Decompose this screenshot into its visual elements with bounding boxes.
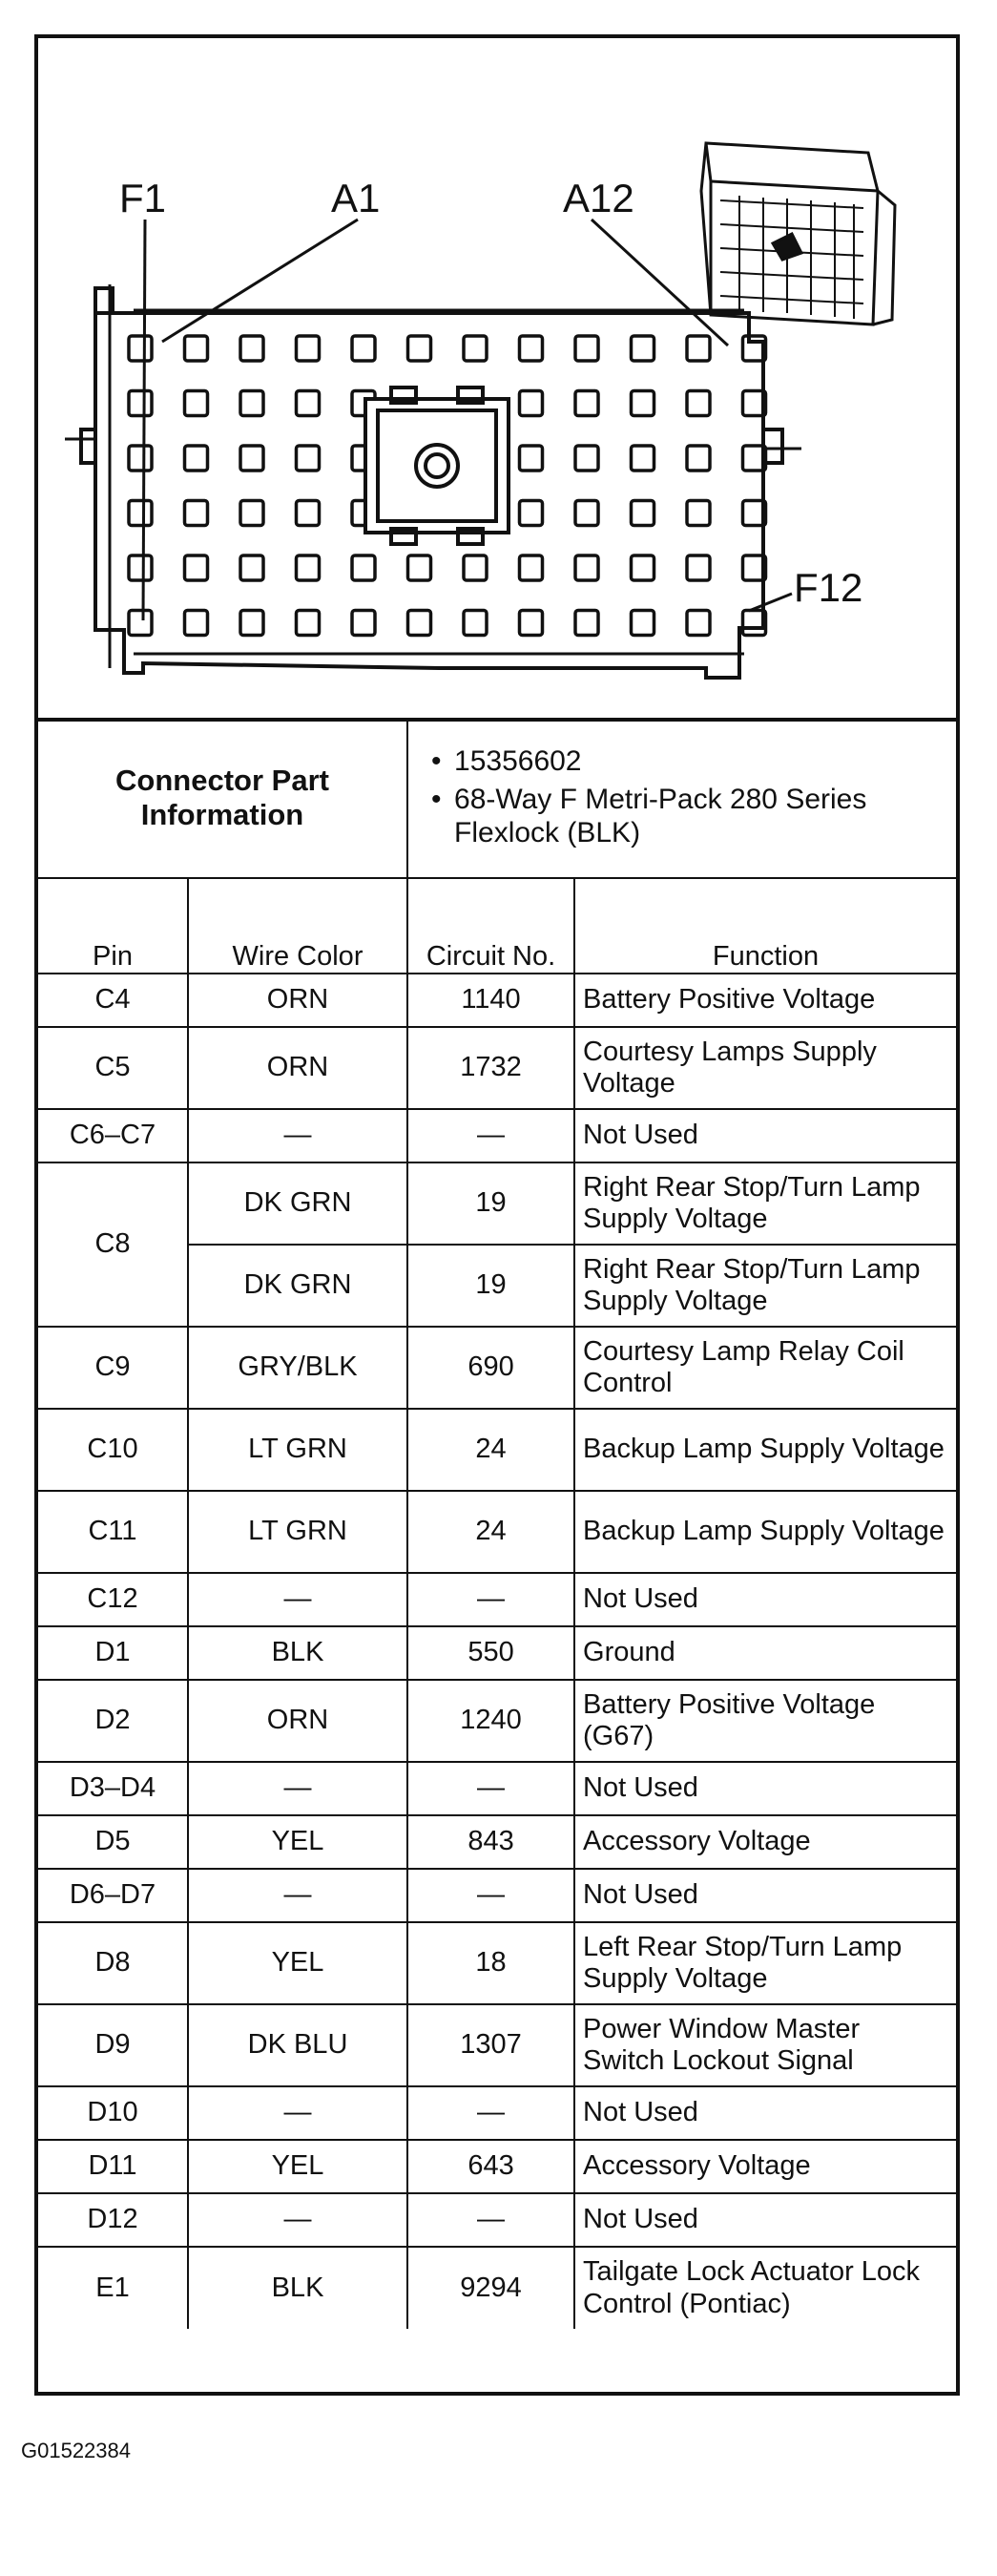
pin-cavity	[408, 555, 431, 580]
pin-cavity	[240, 391, 263, 416]
pin-cavity	[352, 555, 375, 580]
pin-cavity	[520, 611, 543, 636]
pin-cavity	[632, 446, 654, 471]
pin-cavity	[129, 611, 152, 636]
connector-face-illustration	[38, 38, 956, 718]
pin-cavity	[408, 611, 431, 636]
pin-cavity	[464, 336, 487, 361]
wire-color-cell: LT GRN	[188, 1409, 407, 1491]
circuit-number-cell: 9294	[407, 2247, 574, 2329]
pin-cavity	[352, 336, 375, 361]
circuit-number-cell: 690	[407, 1327, 574, 1409]
wire-color-cell: DK GRN	[188, 1162, 407, 1245]
connector-description: • 68-Way F Metri-Pack 280 Series Flexlock (BLK)	[427, 784, 937, 849]
pin-cell: D1	[38, 1626, 188, 1680]
function-cell: Not Used	[574, 2193, 956, 2247]
wire-color-cell: DK GRN	[188, 1245, 407, 1327]
circuit-number-cell: —	[407, 1573, 574, 1626]
pin-cell: C9	[38, 1327, 188, 1409]
figure-id-caption: G01522384	[21, 2439, 131, 2462]
pin-cavity	[185, 501, 208, 526]
wire-color-cell: ORN	[188, 1027, 407, 1109]
circuit-number-cell: 550	[407, 1626, 574, 1680]
connector-info-list	[407, 718, 956, 878]
pin-cavity	[297, 611, 320, 636]
function-cell: Courtesy Lamps Supply Voltage	[574, 1027, 956, 1109]
pin-cell: C6–C7	[38, 1109, 188, 1162]
header-function: Function	[574, 878, 956, 974]
table-row	[38, 1162, 956, 1245]
circuit-number-cell: 843	[407, 1815, 574, 1869]
wire-color-cell: —	[188, 1869, 407, 1922]
pin-cavity	[129, 336, 152, 361]
document-frame	[34, 34, 960, 2396]
wire-color-cell: ORN	[188, 974, 407, 1027]
wire-color-cell: —	[188, 1109, 407, 1162]
pin-cell: C8	[38, 1162, 188, 1327]
header-wire-color: Wire Color	[188, 878, 407, 974]
pin-cavity	[352, 611, 375, 636]
table-row	[38, 2140, 956, 2193]
table-row	[38, 1869, 956, 1922]
function-cell: Ground	[574, 1626, 956, 1680]
pin-cavity	[687, 611, 710, 636]
pin-cell: D6–D7	[38, 1869, 188, 1922]
pin-cavity	[520, 555, 543, 580]
pin-cavity	[185, 391, 208, 416]
function-cell: Left Rear Stop/Turn Lamp Supply Voltage	[574, 1922, 956, 2004]
pin-cavity	[632, 611, 654, 636]
wire-color-cell: LT GRN	[188, 1491, 407, 1573]
table-row	[38, 2193, 956, 2247]
circuit-number-cell: 643	[407, 2140, 574, 2193]
circuit-number-cell: —	[407, 1109, 574, 1162]
circuit-number-cell: —	[407, 2193, 574, 2247]
function-cell: Right Rear Stop/Turn Lamp Supply Voltage	[574, 1245, 956, 1327]
wire-color-cell: BLK	[188, 1626, 407, 1680]
circuit-number-cell: 1307	[407, 2004, 574, 2086]
pin-cavity	[240, 336, 263, 361]
function-cell: Not Used	[574, 1869, 956, 1922]
function-cell: Not Used	[574, 1109, 956, 1162]
pin-cavity	[129, 391, 152, 416]
function-cell: Power Window Master Switch Lockout Signal	[574, 2004, 956, 2086]
pin-cavity	[185, 555, 208, 580]
pin-cavity	[185, 611, 208, 636]
wire-color-cell: —	[188, 1762, 407, 1815]
label-f1: F1	[119, 176, 167, 220]
table-row	[38, 1762, 956, 1815]
pin-cavity	[129, 446, 152, 471]
pin-cavity	[297, 446, 320, 471]
pin-cavity	[575, 501, 598, 526]
pin-cavity	[297, 555, 320, 580]
pin-cavity	[520, 336, 543, 361]
pin-cavity	[687, 501, 710, 526]
table-row	[38, 1327, 956, 1409]
table-row	[38, 1680, 956, 1762]
table-header-row	[38, 878, 956, 974]
function-cell: Not Used	[574, 2086, 956, 2140]
pin-cell: D2	[38, 1680, 188, 1762]
pin-cavity	[632, 501, 654, 526]
pin-cavity	[240, 555, 263, 580]
table-row	[38, 2247, 956, 2329]
wire-color-cell: —	[188, 2193, 407, 2247]
pin-cavity	[297, 391, 320, 416]
pin-cavity	[687, 446, 710, 471]
wire-color-cell: YEL	[188, 2140, 407, 2193]
circuit-number-cell: 1140	[407, 974, 574, 1027]
circuit-number-cell: 18	[407, 1922, 574, 2004]
wire-color-cell: BLK	[188, 2247, 407, 2329]
wire-color-cell: GRY/BLK	[188, 1327, 407, 1409]
table-row	[38, 1409, 956, 1491]
circuit-number-cell: 1240	[407, 1680, 574, 1762]
pin-cavity	[520, 391, 543, 416]
pin-cavity	[687, 555, 710, 580]
function-cell: Courtesy Lamp Relay Coil Control	[574, 1327, 956, 1409]
table-row	[38, 1922, 956, 2004]
table-row	[38, 1815, 956, 1869]
table-row	[38, 2004, 956, 2086]
function-cell: Accessory Voltage	[574, 1815, 956, 1869]
pin-cavity	[575, 391, 598, 416]
pin-cell: E1	[38, 2247, 188, 2329]
wire-color-cell: —	[188, 1573, 407, 1626]
wire-color-cell: DK BLU	[188, 2004, 407, 2086]
wire-color-cell: YEL	[188, 1922, 407, 2004]
center-latch	[365, 387, 509, 544]
pin-cavity	[464, 611, 487, 636]
function-cell: Right Rear Stop/Turn Lamp Supply Voltage	[574, 1162, 956, 1245]
pin-cavity	[632, 336, 654, 361]
pin-cell: D9	[38, 2004, 188, 2086]
connector-info-row	[38, 718, 956, 878]
circuit-number-cell: 19	[407, 1245, 574, 1327]
pin-cavity	[129, 555, 152, 580]
pin-cell: D11	[38, 2140, 188, 2193]
pin-cell: C4	[38, 974, 188, 1027]
table-row	[38, 1573, 956, 1626]
pin-cavity	[575, 555, 598, 580]
pin-cavity	[408, 336, 431, 361]
connector-info-title: Connector Part Information	[38, 718, 407, 878]
pin-cell: C10	[38, 1409, 188, 1491]
pin-cavity	[464, 555, 487, 580]
pin-cell: D10	[38, 2086, 188, 2140]
pin-cavity	[240, 611, 263, 636]
pin-cavity	[632, 555, 654, 580]
label-a1: A1	[331, 176, 381, 220]
pin-cell: C12	[38, 1573, 188, 1626]
pin-cavity	[632, 391, 654, 416]
table-row	[38, 1626, 956, 1680]
circuit-number-cell: —	[407, 1762, 574, 1815]
pin-cell: D8	[38, 1922, 188, 2004]
table-body	[38, 974, 956, 2329]
connector-diagram	[38, 38, 956, 722]
wire-color-cell: YEL	[188, 1815, 407, 1869]
pin-cavity	[297, 501, 320, 526]
pin-cavity	[575, 611, 598, 636]
pin-cavity	[240, 501, 263, 526]
label-a12: A12	[563, 176, 634, 220]
pin-cell: D3–D4	[38, 1762, 188, 1815]
wire-color-cell: —	[188, 2086, 407, 2140]
pin-cavity	[240, 446, 263, 471]
table-row	[38, 1109, 956, 1162]
pin-cavity	[297, 336, 320, 361]
header-pin: Pin	[38, 878, 188, 974]
function-cell: Backup Lamp Supply Voltage	[574, 1491, 956, 1573]
header-circuit-no: Circuit No.	[407, 878, 574, 974]
pin-cavity	[687, 336, 710, 361]
label-f12: F12	[794, 565, 863, 610]
table-row	[38, 2086, 956, 2140]
wire-color-cell: ORN	[188, 1680, 407, 1762]
connector-perspective-icon	[701, 143, 895, 325]
function-cell: Battery Positive Voltage (G67)	[574, 1680, 956, 1762]
table-row	[38, 974, 956, 1027]
pin-cavity	[520, 501, 543, 526]
function-cell: Battery Positive Voltage	[574, 974, 956, 1027]
connector-part-number: • 15356602	[427, 745, 937, 779]
pin-cavity	[575, 446, 598, 471]
table-row	[38, 1027, 956, 1109]
connector-pinout-table	[38, 718, 956, 2329]
circuit-number-cell: 24	[407, 1491, 574, 1573]
pin-cavity	[185, 446, 208, 471]
function-cell: Not Used	[574, 1573, 956, 1626]
pin-cell: C5	[38, 1027, 188, 1109]
function-cell: Not Used	[574, 1762, 956, 1815]
pin-cavity	[575, 336, 598, 361]
function-cell: Tailgate Lock Actuator Lock Control (Pontiac)	[574, 2247, 956, 2329]
circuit-number-cell: 19	[407, 1162, 574, 1245]
pin-cavity	[520, 446, 543, 471]
table-row	[38, 1491, 956, 1573]
pin-cavity	[129, 501, 152, 526]
circuit-number-cell: 24	[407, 1409, 574, 1491]
pin-cell: D12	[38, 2193, 188, 2247]
function-cell: Backup Lamp Supply Voltage	[574, 1409, 956, 1491]
pin-cavity	[687, 391, 710, 416]
pin-cell: C11	[38, 1491, 188, 1573]
function-cell: Accessory Voltage	[574, 2140, 956, 2193]
circuit-number-cell: —	[407, 1869, 574, 1922]
circuit-number-cell: —	[407, 2086, 574, 2140]
pin-cell: D5	[38, 1815, 188, 1869]
circuit-number-cell: 1732	[407, 1027, 574, 1109]
pin-cavity	[185, 336, 208, 361]
